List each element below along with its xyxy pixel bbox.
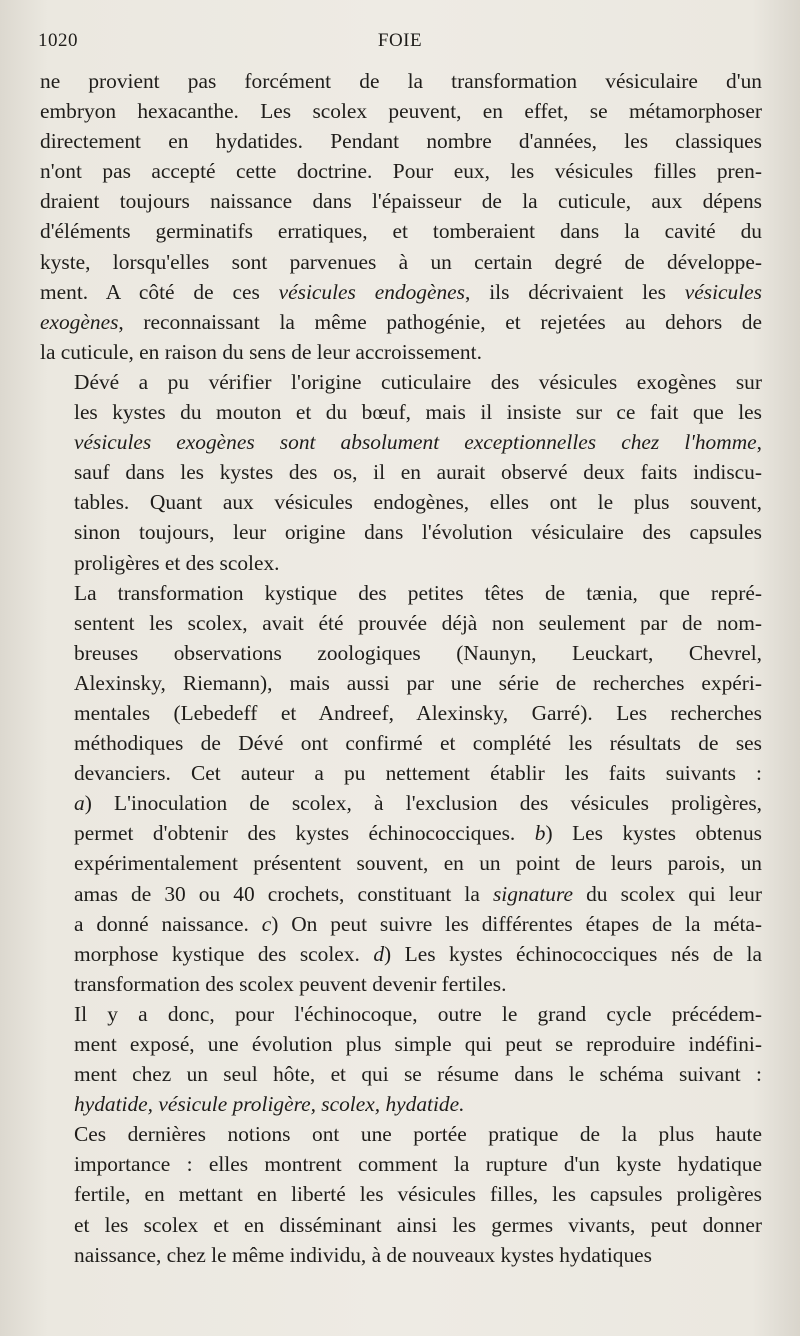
text-line: Il y a donc, pour l'échinocoque, outre le grand cycle précédem- [74, 1001, 762, 1026]
paragraph [40, 367, 762, 578]
page-header [34, 30, 766, 58]
text-line: Alexinsky, Riemann), mais aussi par une série de recherches expéri- [74, 670, 762, 695]
page-number: 1020 [38, 30, 78, 51]
text-line: fertile, en mettant en liberté les vésicules filles, les capsules proligères [74, 1182, 762, 1207]
paragraph [40, 578, 762, 999]
text-line: expérimentalement présentent souvent, en un point de leurs parois, un [74, 851, 762, 876]
text-line: les kystes du mouton et du bœuf, mais il insiste sur ce fait que les [74, 400, 762, 425]
text-line: hydatide, vésicule proligère, scolex, hydatide. [74, 1092, 465, 1117]
text-line: kyste, lorsqu'elles sont parvenues à un certain degré de développe- [40, 249, 762, 274]
text-line: a) L'inoculation de scolex, à l'exclusion des vésicules proligères, [74, 791, 762, 816]
text-line: a donné naissance. c) On peut suivre les différentes étapes de la méta- [74, 911, 763, 936]
text-line: directement en hydatides. Pendant nombre d'années, les classiques [40, 129, 762, 154]
text-line: La transformation kystique des petites têtes de tænia, que repré- [74, 580, 762, 605]
text-line: d'éléments germinatifs erratiques, et tomberaient dans la cavité du [40, 219, 762, 244]
text-line: la cuticule, en raison du sens de leur accroissement. [40, 339, 482, 364]
text-line: naissance, chez le même individu, à de nouveaux kystes hydatiques [74, 1242, 652, 1267]
text-line: morphose kystique des scolex. d) Les kystes échinococciques nés de la [74, 941, 762, 966]
paragraph [40, 1119, 762, 1269]
text-line: ne provient pas forcément de la transformation vésiculaire d'un [40, 69, 762, 93]
text-line: Dévé a pu vérifier l'origine cuticulaire des vésicules exogènes sur [74, 369, 762, 394]
text-line: tables. Quant aux vésicules endogènes, elles ont le plus souvent, [74, 490, 762, 515]
text-line: et les scolex et en disséminant ainsi les germes vivants, peut donner [74, 1212, 762, 1237]
text-line: devanciers. Cet auteur a pu nettement établir les faits suivants : [74, 761, 762, 786]
text-line: ment. A côté de ces vésicules endogènes, ils décrivaient les vésicules [40, 279, 762, 304]
text-line: draient toujours naissance dans l'épaisseur de la cuticule, aux dépens [40, 189, 762, 214]
text-line: n'ont pas accepté cette doctrine. Pour eux, les vésicules filles pren- [40, 159, 762, 184]
text-line: sentent les scolex, avait été prouvée déjà non seulement par de nom- [74, 610, 762, 635]
text-line: importance : elles montrent comment la rupture d'un kyste hydatique [74, 1152, 762, 1177]
text-line: méthodiques de Dévé ont confirmé et complété les résultats de ses [74, 731, 762, 756]
text-line: vésicules exogènes sont absolument exceptionnelles chez l'homme, [74, 430, 762, 455]
text-line: sauf dans les kystes des os, il en aurait observé deux faits indiscu- [74, 460, 762, 485]
running-head: FOIE [377, 30, 423, 51]
paragraph [40, 999, 762, 1119]
body-text [40, 66, 762, 1270]
text-line: embryon hexacanthe. Les scolex peuvent, en effet, se métamorphoser [40, 99, 762, 124]
text-line: sinon toujours, leur origine dans l'évolution vésiculaire des capsules [74, 520, 762, 545]
text-line: ment exposé, une évolution plus simple qui peut se reproduire indéfini- [74, 1032, 762, 1056]
text-line: amas de 30 ou 40 crochets, constituant la signature du scolex qui leur [74, 881, 762, 906]
text-line: Ces dernières notions ont une portée pratique de la plus haute [74, 1122, 762, 1147]
text-line: breuses observations zoologiques (Naunyn, Leuckart, Chevrel, [74, 640, 762, 665]
text-line: mentales (Lebedeff et Andreef, Alexinsky, Garré). Les recherches [74, 700, 762, 725]
text-line: permet d'obtenir des kystes échinococciques. b) Les kystes obtenus [74, 821, 762, 846]
text-line: exogènes, reconnaissant la même pathogénie, et rejetées au dehors de [40, 309, 762, 334]
text-line: ment chez un seul hôte, et qui se résume dans le schéma suivant : [74, 1062, 762, 1087]
text-line: proligères et des scolex. [74, 550, 280, 575]
text-line: transformation des scolex peuvent devenir fertiles. [74, 971, 507, 996]
paragraph [40, 66, 762, 367]
